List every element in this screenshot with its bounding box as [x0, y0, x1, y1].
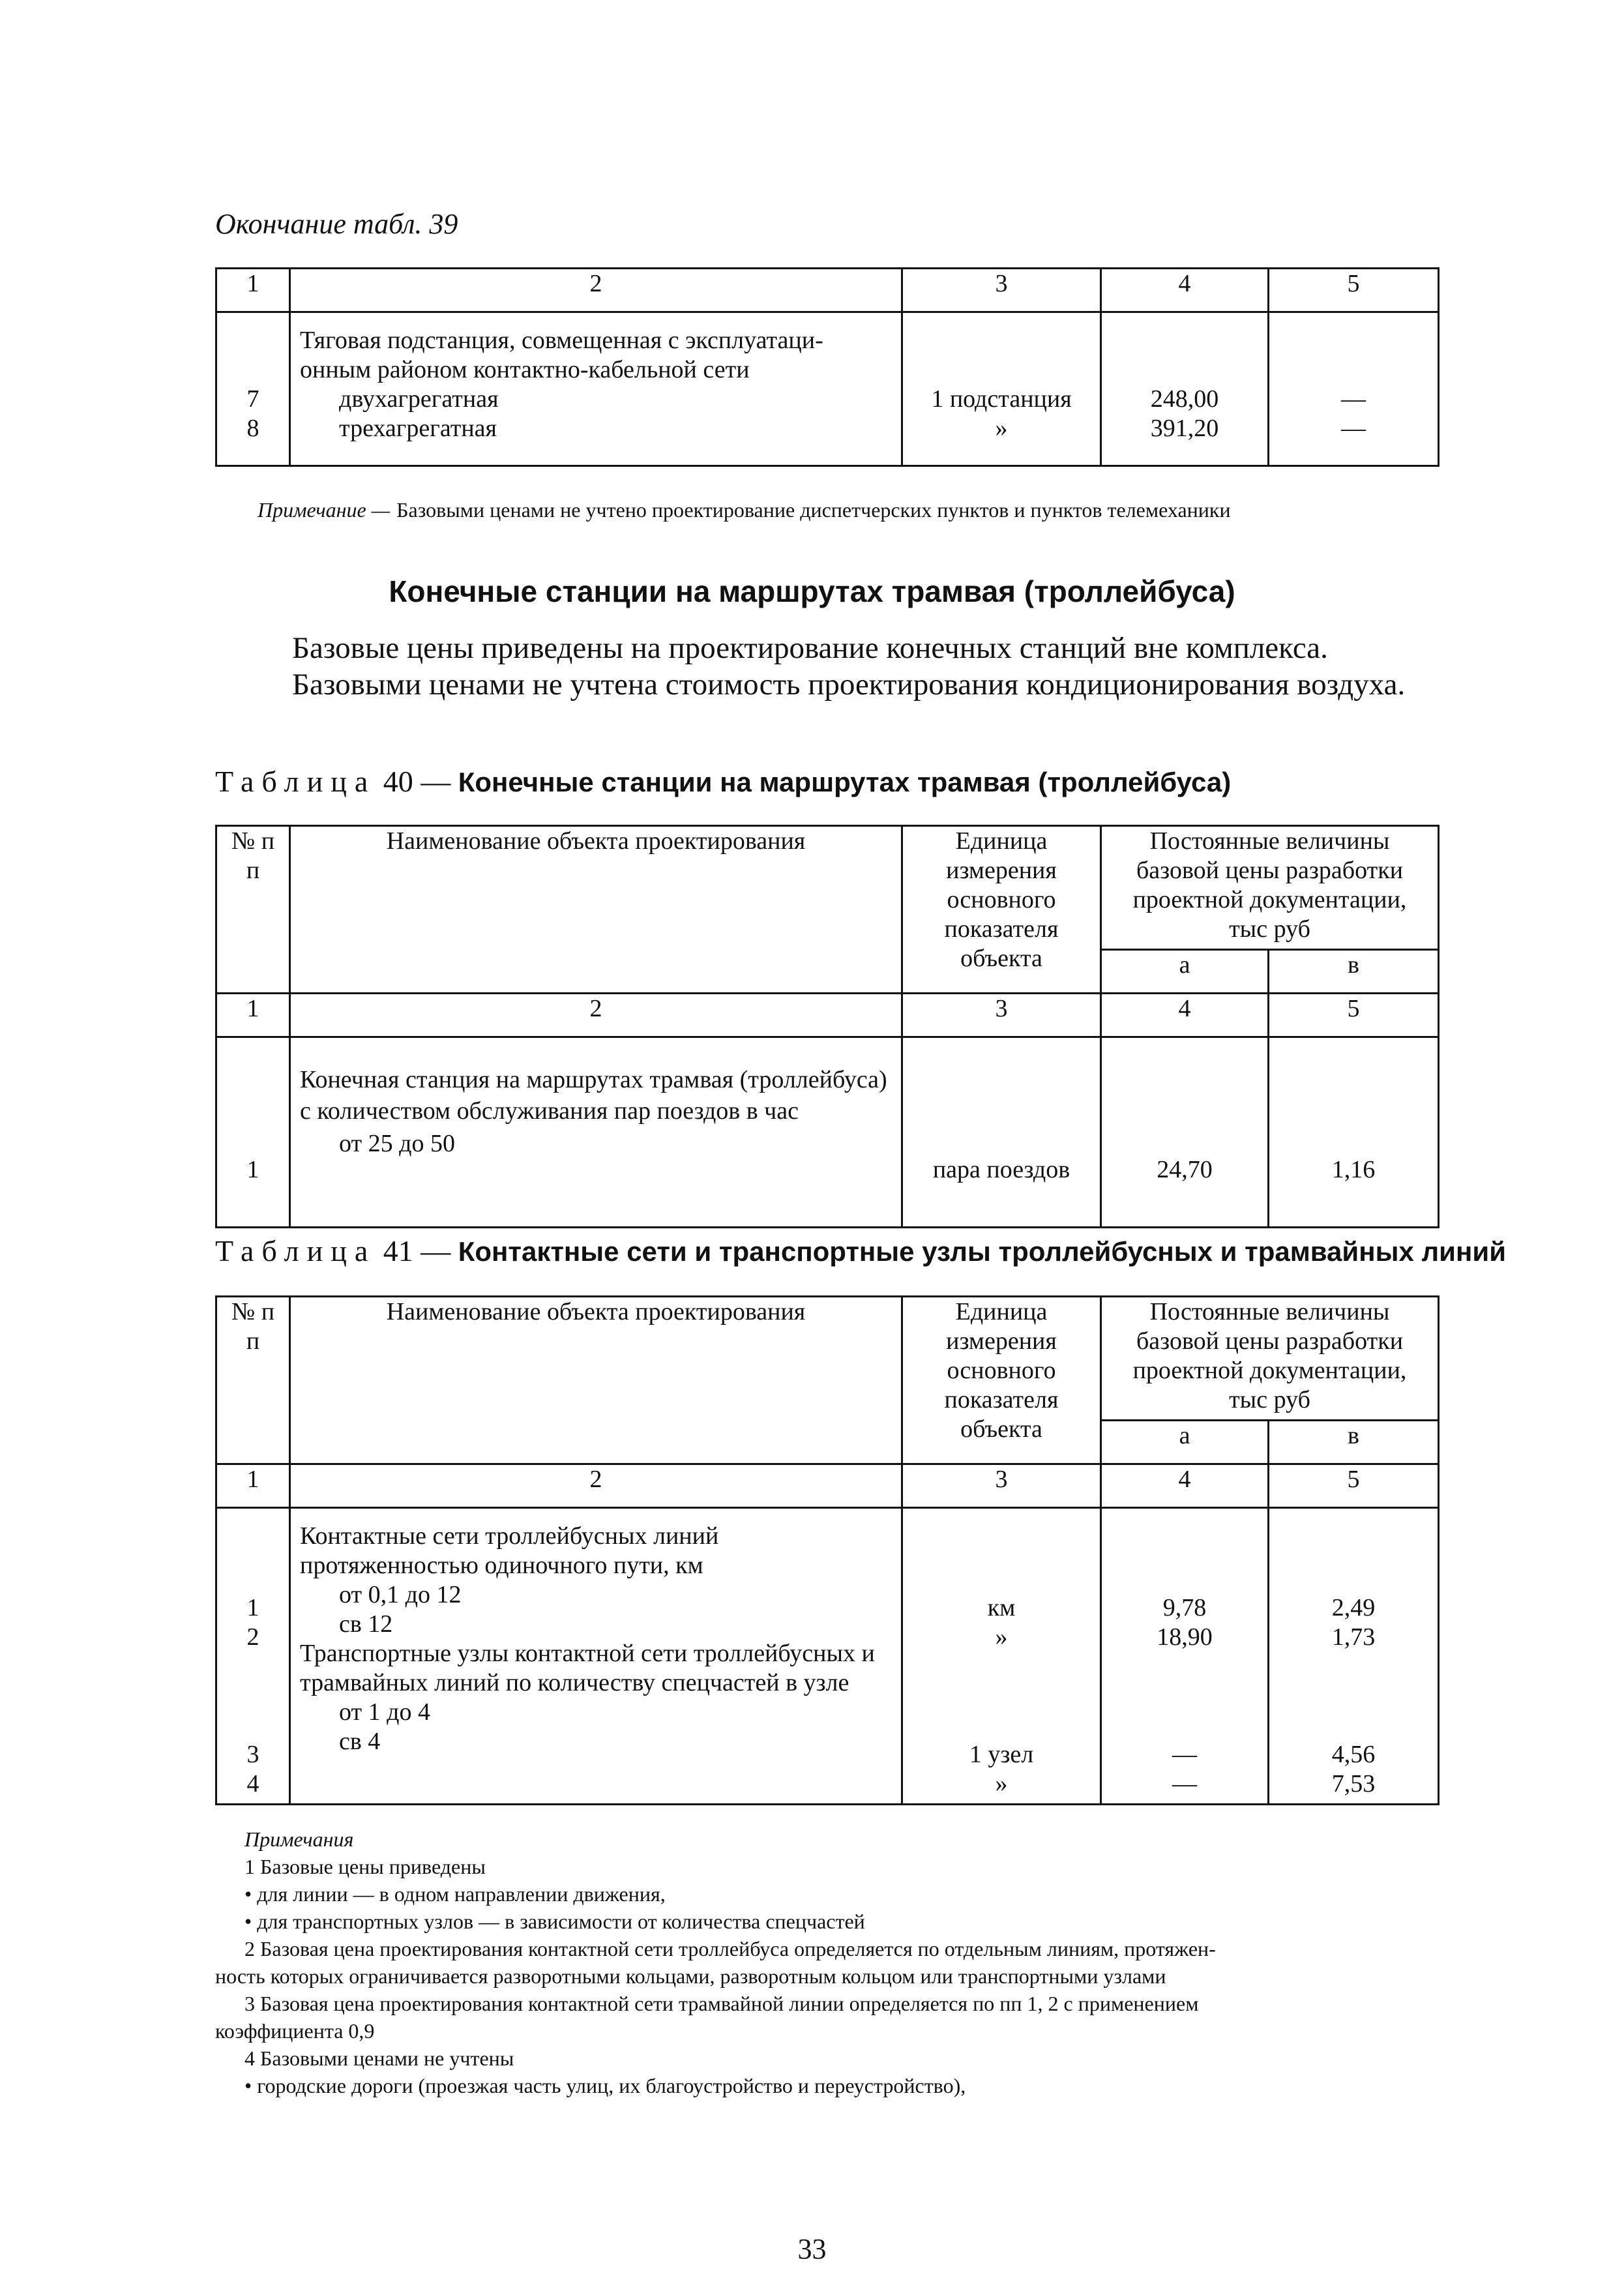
section-title: Конечные станции на маршрутах трамвая (троллейбуса) [389, 574, 1235, 608]
paragraph-1: Базовые цены приведены на проектирование конечных станций вне комплекса. [292, 631, 1328, 665]
row-name: двухагрегатная [339, 385, 499, 413]
unit-value: 1 подстанция [931, 385, 1072, 413]
header-a: а [1101, 950, 1269, 994]
value-b: 2,49 [1331, 1594, 1376, 1621]
row-number: 2 [246, 1623, 259, 1651]
caption-word: Таблица [215, 1234, 376, 1267]
caption-number: 41 — [383, 1234, 451, 1267]
value-a: 24,70 [1157, 1156, 1213, 1183]
header-num: № п п [216, 826, 290, 994]
table-41-notes [215, 1825, 1438, 2099]
col-num-1: 1 [216, 1464, 290, 1508]
value-b: — [1341, 385, 1366, 413]
note-line: 3 Базовая цена проектирования контактной сети трамвайной линии определяется по пп 1, 2 с применением [244, 1992, 1199, 2015]
header-a: а [1101, 1421, 1269, 1464]
header-unit: Единица измерения основного показателя объекта [902, 1297, 1101, 1464]
table-39-column-numbers [216, 269, 1439, 312]
value-b: 4,56 [1331, 1741, 1376, 1768]
table-40-caption [215, 764, 1231, 799]
table-41-column-numbers [216, 1464, 1439, 1508]
unit-value: » [995, 415, 1008, 442]
row-name: трехагрегатная [339, 415, 497, 442]
group-label: Тяговая подстанция, совмещенная с эксплуатаци- [300, 327, 823, 354]
value-a: 18,90 [1157, 1623, 1213, 1651]
value-a: 248,00 [1150, 385, 1219, 413]
row-number: 3 [246, 1741, 259, 1768]
unit-value: 1 узел [969, 1741, 1034, 1768]
unit-value: » [995, 1623, 1008, 1651]
unit-value: пара поездов [932, 1156, 1070, 1183]
col-num-2: 2 [290, 994, 902, 1037]
col-num-4: 4 [1101, 1464, 1269, 1508]
continuation-label: Окончание табл. 39 [215, 208, 458, 240]
table-40-column-numbers [216, 994, 1439, 1037]
col-num-3: 3 [902, 1464, 1101, 1508]
caption-number: 40 — [383, 765, 451, 798]
value-b: — [1341, 415, 1366, 442]
group-label: Конечная станция на маршрутах трамвая (троллейбуса) с количеством обслуживания пар поездов в час [300, 1066, 887, 1125]
caption-word: Таблица [215, 765, 376, 798]
group-label: Контактные сети троллейбусных линий протяженностью одиночного пути, км [300, 1522, 719, 1579]
header-num: № п п [216, 1297, 290, 1464]
note-line: • для линии — в одном направлении движения, [244, 1880, 1438, 1908]
page-number: 33 [797, 2233, 827, 2265]
unit-value: » [995, 1770, 1008, 1797]
note-line: 1 Базовые цены приведены [244, 1855, 486, 1878]
paragraph-2: Базовыми ценами не учтена стоимость проектирования кондиционирования воздуха. [292, 668, 1406, 702]
group-label: онным районом контактно-кабельной сети [300, 356, 750, 383]
header-name: Наименование объекта проектирования [290, 1297, 902, 1464]
col-num-2: 2 [290, 1464, 902, 1508]
col-num-5: 5 [1269, 994, 1439, 1037]
table-row [216, 312, 1439, 466]
table-row [216, 1037, 1439, 1228]
header-unit: Единица измерения основного показателя объекта [902, 826, 1101, 994]
header-b: в [1269, 1421, 1439, 1464]
row-name: св 12 [339, 1610, 393, 1638]
header-name: Наименование объекта проектирования [290, 826, 902, 994]
row-name: от 0,1 до 12 [339, 1581, 462, 1608]
table-row [216, 1508, 1439, 1805]
note-line: 4 Базовыми ценами не учтены [244, 2047, 514, 2070]
note-text: Базовыми ценами не учтено проектирование диспетчерских пунктов и пунктов телемеханики [396, 498, 1231, 522]
table-40 [215, 825, 1439, 1228]
note-line: • городские дороги (проезжая часть улиц, их благоустройство и переустройство), [244, 2072, 1438, 2099]
value-a: — [1172, 1770, 1197, 1797]
col-num-2: 2 [290, 269, 902, 312]
col-num-4: 4 [1101, 269, 1269, 312]
row-number: 8 [246, 415, 259, 442]
col-num-3: 3 [902, 269, 1101, 312]
col-num-5: 5 [1269, 269, 1439, 312]
table-41 [215, 1295, 1439, 1805]
note-line: 2 Базовая цена проектирования контактной сети троллейбуса определяется по отдельным линиям, протяжен- [244, 1937, 1216, 1960]
note-line: коэффициента 0,9 [215, 2019, 375, 2043]
caption-title: Контактные сети и транспортные узлы троллейбусных и трамвайных линий [458, 1236, 1507, 1267]
col-num-1: 1 [216, 994, 290, 1037]
value-b: 1,16 [1331, 1156, 1376, 1183]
row-number: 1 [246, 1594, 259, 1621]
row-number: 1 [246, 1156, 259, 1183]
row-number: 4 [246, 1770, 259, 1797]
table-39-note [258, 498, 1231, 522]
row-number: 7 [246, 385, 259, 413]
table-header [216, 826, 1439, 950]
table-header [216, 1297, 1439, 1421]
value-a: — [1172, 1741, 1197, 1768]
note-label: Примечание — [258, 498, 391, 522]
notes-title: Примечания [244, 1827, 354, 1851]
table-41-caption [215, 1234, 1506, 1268]
header-const: Постоянные величины базовой цены разработки проектной документации, тыс руб [1101, 1297, 1439, 1421]
col-num-4: 4 [1101, 994, 1269, 1037]
value-a: 9,78 [1162, 1594, 1207, 1621]
col-num-3: 3 [902, 994, 1101, 1037]
header-b: в [1269, 950, 1439, 994]
header-const: Постоянные величины базовой цены разработки проектной документации, тыс руб [1101, 826, 1439, 950]
table-39 [215, 267, 1439, 467]
value-b: 1,73 [1331, 1623, 1376, 1651]
row-name: от 1 до 4 [339, 1698, 430, 1726]
note-line: • для транспортных узлов — в зависимости от количества спецчастей [244, 1908, 1438, 1935]
row-name: св 4 [339, 1728, 381, 1755]
caption-title: Конечные станции на маршрутах трамвая (троллейбуса) [458, 767, 1232, 797]
row-name: от 25 до 50 [339, 1130, 455, 1157]
col-num-5: 5 [1269, 1464, 1439, 1508]
group-label: Транспортные узлы контактной сети троллейбусных и трамвайных линий по количеству спецчастей в узле [300, 1640, 875, 1696]
value-a: 391,20 [1150, 415, 1219, 442]
value-b: 7,53 [1331, 1770, 1376, 1797]
unit-value: км [987, 1594, 1016, 1621]
col-num-1: 1 [216, 269, 290, 312]
note-line: ность которых ограничивается разворотными кольцами, разворотным кольцом или транспортными узлами [215, 1964, 1166, 1988]
